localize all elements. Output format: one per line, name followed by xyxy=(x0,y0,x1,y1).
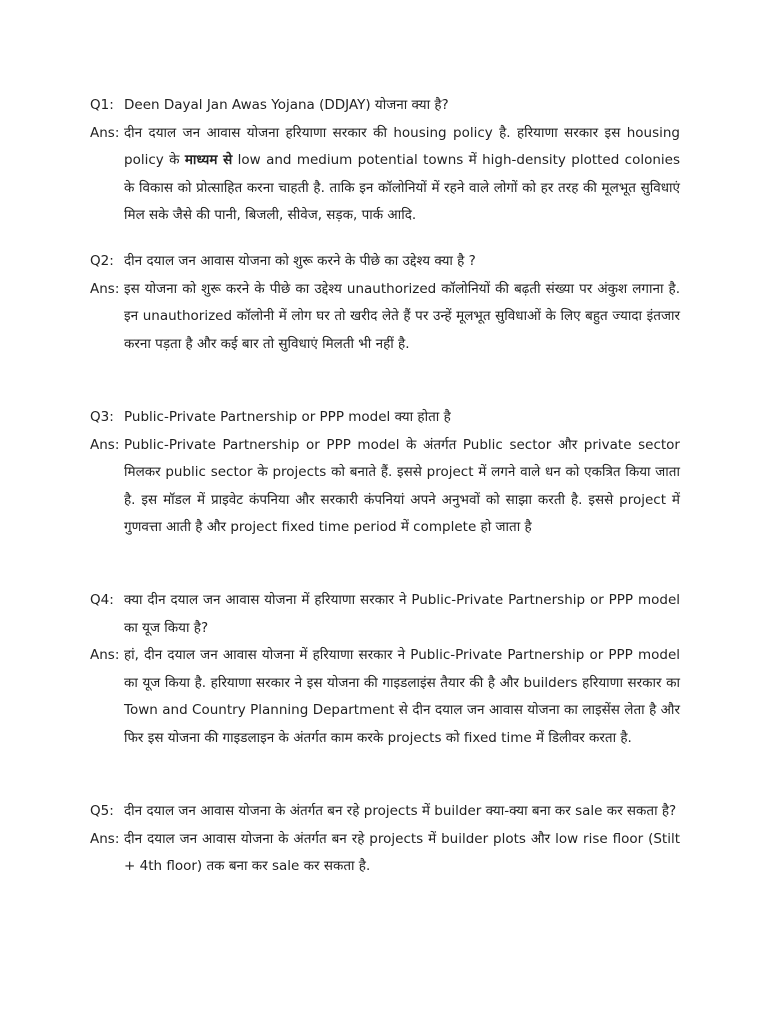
qa-block-1 xyxy=(90,92,680,230)
answer-text: इस योजना को शुरू करने के पीछे का उद्देश्य unauthorized कॉलोनियों की बढ़ती संख्या पर अंकुश लगाना है. इन unauthorized कॉलोनी में लोग घर तो खरीद लेते हैं पर उन्हें मूलभूत सुविधाओं के लिए बहुत ज्यादा इंतजार करना पड़ता है और कई बार तो सुविधाएं मिलती भी नहीं है. xyxy=(124,280,680,352)
answer-label: Ans: xyxy=(90,647,120,663)
qa-block-4 xyxy=(90,587,680,752)
qa-block-2 xyxy=(90,248,680,358)
answer-text-part: low and medium potential towns में high-density plotted colonies के विकास को प्रोत्साहित करना चाहती है. ताकि इन कॉलोनियों में रहने वाले लोगों को हर तरह की मूलभूत सुविधाएं मिल सके जैसे की पानी, बिजली, सीवेज, सड़क, पार्क आदि. xyxy=(124,152,680,223)
question-row xyxy=(90,798,680,826)
answer-text xyxy=(124,120,680,230)
question-row xyxy=(90,92,680,120)
question-text: क्या दीन दयाल जन आवास योजना में हरियाणा सरकार ने Public-Private Partnership or PPP model का यूज किया है? xyxy=(124,592,680,636)
answer-row xyxy=(90,642,680,752)
answer-label: Ans: xyxy=(90,436,120,453)
answer-row xyxy=(90,276,680,359)
answer-label: Ans: xyxy=(90,830,120,847)
question-text: दीन दयाल जन आवास योजना के अंतर्गत बन रहे projects में builder क्या-क्या बना कर sale कर सकता है? xyxy=(124,803,677,819)
answer-text: दीन दयाल जन आवास योजना के अंतर्गत बन रहे projects में builder plots और low rise floor (Stilt + 4th floor) तक बना कर sale कर सकता है. xyxy=(124,830,680,874)
answer-row xyxy=(90,120,680,230)
question-number: Q1: xyxy=(90,97,114,113)
question-row xyxy=(90,587,680,642)
question-text: Deen Dayal Jan Awas Yojana (DDJAY) योजना क्या है? xyxy=(124,97,449,113)
question-number: Q4: xyxy=(90,592,114,608)
answer-text-part: दीन दयाल जन आवास योजना हरियाणा सरकार की housing policy है. हरियाणा सरकार इस housing policy के xyxy=(124,124,680,168)
answer-label: Ans: xyxy=(90,124,120,141)
question-number: Q2: xyxy=(90,253,114,269)
qa-block-3 xyxy=(90,404,680,542)
question-number: Q3: xyxy=(90,409,114,425)
question-text: दीन दयाल जन आवास योजना को शुरू करने के पीछे का उद्देश्य क्या है ? xyxy=(124,253,476,269)
answer-row xyxy=(90,432,680,542)
question-row xyxy=(90,248,680,276)
qa-block-5 xyxy=(90,798,680,881)
answer-label: Ans: xyxy=(90,280,120,297)
question-number: Q5: xyxy=(90,803,114,819)
answer-row xyxy=(90,826,680,881)
answer-text: हां, दीन दयाल जन आवास योजना में हरियाणा सरकार ने Public-Private Partnership or PPP model का यूज किया है. हरियाणा सरकार ने इस योजना की गाइडलाइंस तैयार की है और builders हरियाणा सरकार का Town and Country Planning Department से दीन दयाल जन आवास योजना का लाइसेंस लेता है और फिर इस योजना की गाइडलाइन के अंतर्गत काम करके projects को fixed time में डिलीवर करता है. xyxy=(124,647,680,746)
answer-text: Public-Private Partnership or PPP model के अंतर्गत Public sector और private sector मिलकर public sector के projects को बनाते हैं. इससे project में लगने वाले धन को एकत्रित किया जाता है. इस मॉडल में प्राइवेट कंपनिया और सरकारी कंपनियां अपने अनुभवों को साझा करती है. इससे project में गुणवत्ता आती है और project fixed time period में complete हो जाता है xyxy=(124,436,680,535)
answer-bold-text: माध्यम से xyxy=(184,152,233,168)
question-text: Public-Private Partnership or PPP model क्या होता है xyxy=(124,409,451,425)
question-row xyxy=(90,404,680,432)
